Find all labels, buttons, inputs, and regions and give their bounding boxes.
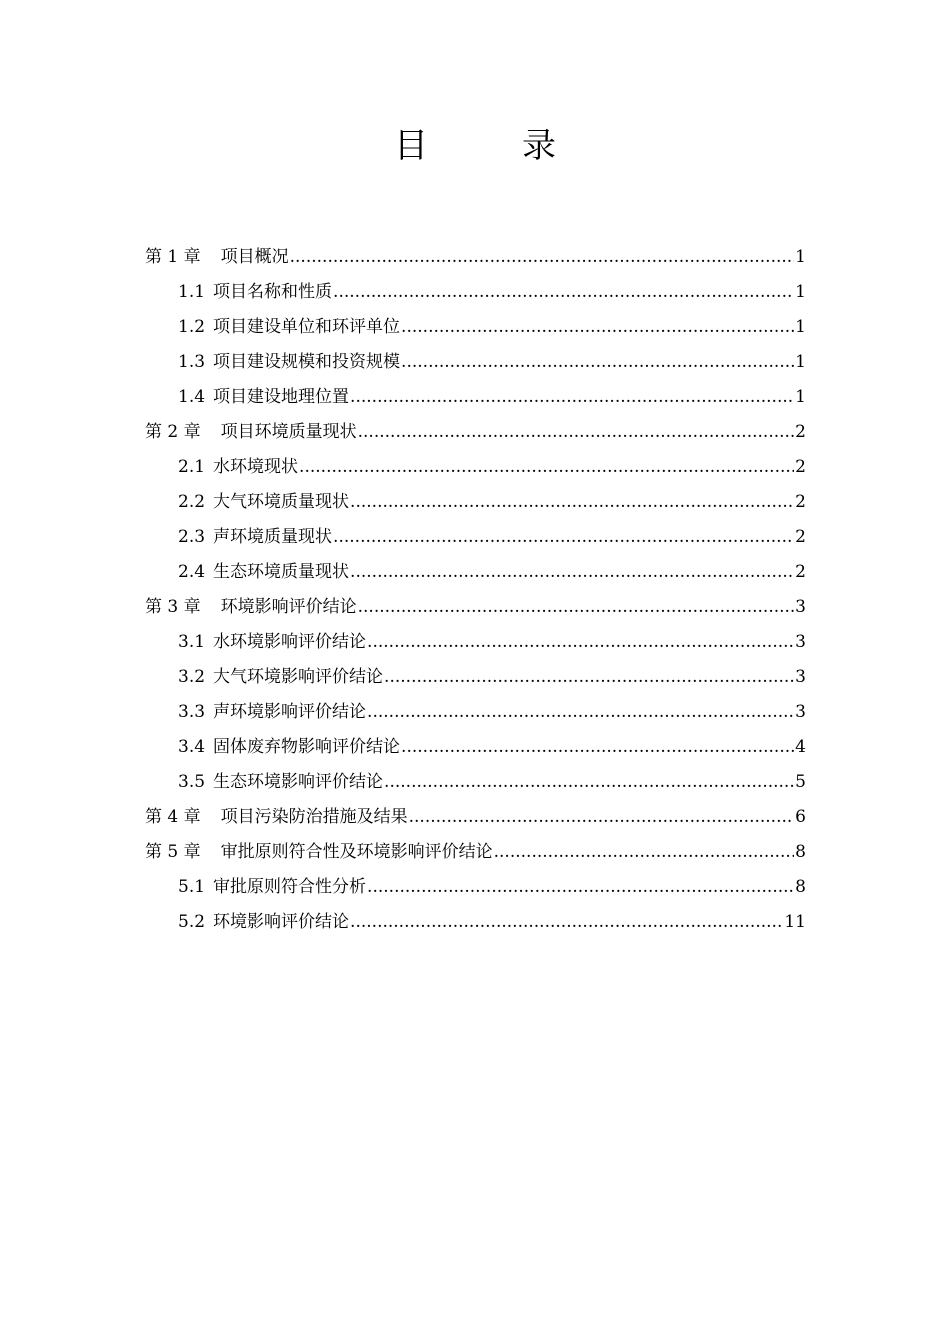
toc-entry-label: 项目概况	[220, 247, 289, 267]
toc-entry-page-number: 2	[795, 422, 806, 442]
toc-dot-leader	[350, 485, 794, 520]
toc-dot-leader	[333, 275, 794, 310]
toc-entry-page-number: 2	[795, 562, 806, 582]
toc-dot-leader	[290, 240, 795, 275]
toc-dot-leader	[299, 450, 794, 485]
toc-entry-page-number: 11	[784, 912, 806, 932]
toc-dot-leader	[401, 310, 794, 345]
toc-section-entry[interactable]	[145, 555, 806, 590]
toc-dot-leader	[367, 625, 794, 660]
toc-dot-leader	[401, 730, 794, 765]
toc-section-entry[interactable]	[145, 625, 806, 660]
toc-entry-label: 水环境现状	[213, 457, 299, 477]
toc-entry-number: 第 5 章	[145, 842, 201, 862]
toc-entry-number: 3.4	[178, 737, 206, 757]
toc-entry-page-number: 5	[795, 772, 806, 792]
toc-entry-number: 1.3	[178, 352, 206, 372]
toc-dot-leader	[350, 380, 794, 415]
toc-entry-label: 水环境影响评价结论	[213, 632, 367, 652]
toc-section-entry[interactable]	[145, 520, 806, 555]
toc-entry-label: 声环境影响评价结论	[213, 702, 367, 722]
toc-entry-page-number: 1	[795, 387, 806, 407]
toc-dot-leader	[350, 905, 783, 940]
toc-section-entry[interactable]	[145, 765, 806, 800]
toc-entry-label: 项目建设地理位置	[213, 387, 350, 407]
toc-section-entry[interactable]	[145, 660, 806, 695]
toc-chapter-entry[interactable]	[145, 240, 806, 275]
toc-entry-number: 第 2 章	[145, 422, 201, 442]
toc-section-entry[interactable]	[145, 310, 806, 345]
toc-entry-number: 2.2	[178, 492, 206, 512]
toc-dot-leader	[333, 520, 794, 555]
toc-entry-page-number: 1	[795, 317, 806, 337]
toc-entry-label: 项目建设单位和环评单位	[213, 317, 401, 337]
toc-section-entry[interactable]	[145, 870, 806, 905]
toc-section-entry[interactable]	[145, 380, 806, 415]
toc-entry-label: 环境影响评价结论	[220, 597, 357, 617]
toc-entry-number: 2.3	[178, 527, 206, 547]
toc-entry-page-number: 3	[795, 702, 806, 722]
toc-entry-number: 1.4	[178, 387, 206, 407]
toc-entry-page-number: 3	[795, 597, 806, 617]
toc-dot-leader	[384, 765, 794, 800]
toc-entry-page-number: 3	[795, 667, 806, 687]
toc-section-entry[interactable]	[145, 905, 806, 940]
toc-section-entry[interactable]	[145, 695, 806, 730]
toc-section-entry[interactable]	[145, 485, 806, 520]
toc-entry-page-number: 2	[795, 527, 806, 547]
toc-entry-page-number: 6	[795, 807, 806, 827]
toc-entry-number: 3.5	[178, 772, 206, 792]
toc-entry-number: 第 1 章	[145, 247, 201, 267]
toc-entry-label: 项目名称和性质	[213, 282, 333, 302]
toc-entry-number: 3.2	[178, 667, 206, 687]
toc-entry-number: 3.1	[178, 632, 206, 652]
toc-chapter-entry[interactable]	[145, 835, 806, 870]
toc-entry-label: 声环境质量现状	[213, 527, 333, 547]
toc-entry-page-number: 1	[795, 352, 806, 372]
toc-dot-leader	[367, 870, 794, 905]
toc-dot-leader	[358, 590, 795, 625]
toc-entry-number: 2.1	[178, 457, 206, 477]
toc-entry-label: 固体废弃物影响评价结论	[213, 737, 401, 757]
toc-section-entry[interactable]	[145, 345, 806, 380]
toc-chapter-entry[interactable]	[145, 415, 806, 450]
toc-entry-page-number: 2	[795, 457, 806, 477]
toc-entry-number: 3.3	[178, 702, 206, 722]
toc-section-entry[interactable]	[145, 450, 806, 485]
toc-dot-leader	[367, 695, 794, 730]
toc-section-entry[interactable]	[145, 275, 806, 310]
toc-entry-label: 项目建设规模和投资规模	[213, 352, 401, 372]
table-of-contents	[145, 240, 806, 940]
toc-entry-number: 1.1	[178, 282, 206, 302]
toc-chapter-entry[interactable]	[145, 800, 806, 835]
toc-entry-page-number: 8	[795, 877, 806, 897]
toc-dot-leader	[401, 345, 794, 380]
toc-entry-number: 5.1	[178, 877, 206, 897]
toc-entry-page-number: 1	[795, 247, 806, 267]
toc-entry-number: 2.4	[178, 562, 206, 582]
toc-section-entry[interactable]	[145, 730, 806, 765]
toc-entry-label: 项目环境质量现状	[220, 422, 357, 442]
toc-chapter-entry[interactable]	[145, 590, 806, 625]
toc-entry-number: 第 3 章	[145, 597, 201, 617]
toc-dot-leader	[358, 415, 795, 450]
page-title: 目 录	[394, 126, 586, 166]
toc-entry-label: 项目污染防治措施及结果	[220, 807, 408, 827]
toc-entry-label: 大气环境质量现状	[213, 492, 350, 512]
toc-entry-page-number: 4	[795, 737, 806, 757]
toc-dot-leader	[350, 555, 794, 590]
toc-dot-leader	[384, 660, 794, 695]
toc-entry-label: 大气环境影响评价结论	[213, 667, 384, 687]
toc-entry-page-number: 8	[795, 842, 806, 862]
toc-entry-label: 环境影响评价结论	[213, 912, 350, 932]
toc-dot-leader	[494, 835, 795, 870]
toc-entry-label: 审批原则符合性及环境影响评价结论	[220, 842, 493, 862]
toc-entry-label: 审批原则符合性分析	[213, 877, 367, 897]
toc-entry-number: 1.2	[178, 317, 206, 337]
toc-dot-leader	[409, 800, 795, 835]
toc-entry-page-number: 2	[795, 492, 806, 512]
toc-entry-number: 第 4 章	[145, 807, 201, 827]
toc-entry-label: 生态环境影响评价结论	[213, 772, 384, 792]
toc-entry-label: 生态环境质量现状	[213, 562, 350, 582]
toc-entry-page-number: 1	[795, 282, 806, 302]
toc-entry-page-number: 3	[795, 632, 806, 652]
toc-entry-number: 5.2	[178, 912, 206, 932]
